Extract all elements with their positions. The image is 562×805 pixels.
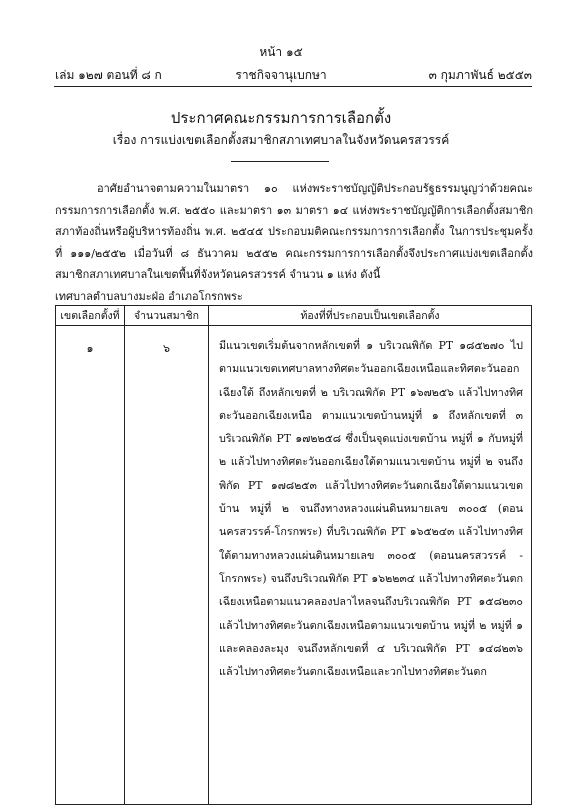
electoral-district-table xyxy=(55,305,532,805)
page-number: หน้า ๑๕ xyxy=(259,45,303,59)
body-paragraph: อาศัยอำนาจตามความในมาตรา ๑๐ แห่งพระราชบัญญัติประกอบรัฐธรรมนูญว่าด้วยคณะกรรมการการเลือกตั้ง พ.ศ. ๒๕๕๐ และมาตรา ๑๓ มาตรา ๑๔ แห่งพระราชบัญญัติการเลือกตั้งสมาชิกสภาท้องถิ่นหรือผู้บริหารท้องถิ่น พ.ศ. ๒๕๔๕ ประกอบมติคณะกรรมการการเลือกตั้ง ในการประชุมครั้งที่ ๑๑๑/๒๕๕๒ เมื่อวันที่ ๘ ธันวาคม ๒๕๕๒ คณะกรรมการการเลือกตั้งจึงประกาศแบ่งเขตเลือกตั้งสมาชิกสภาเทศบาลในเขตพื้นที่จังหวัดนครสวรรค์ จำนวน ๑ แห่ง ดังนี้ xyxy=(55,182,533,281)
volume-issue: เล่ม ๑๒๗ ตอนที่ ๘ ก xyxy=(55,68,162,82)
column-header-district: เขตเลือกตั้งที่ xyxy=(56,306,125,326)
municipality-location: เทศบาลตำบลบางมะฝ่อ อำเภอโกรกพระ xyxy=(55,290,243,303)
district-number-cell: ๑ xyxy=(56,326,125,805)
table-header-row xyxy=(56,306,532,326)
member-count-cell: ๖ xyxy=(125,326,209,805)
gazette-name: ราชกิจจานุเบกษา xyxy=(235,68,327,82)
table-row xyxy=(56,326,532,805)
column-header-members: จำนวนสมาชิก xyxy=(125,306,209,326)
document-title: ประกาศคณะกรรมการการเลือกตั้ง xyxy=(170,109,392,127)
column-header-area: ท้องที่ที่ประกอบเป็นเขตเลือกตั้ง xyxy=(209,306,532,326)
boundary-description-cell: มีแนวเขตเริ่มต้นจากหลักเขตที่ ๑ บริเวณพิกัด PT ๑๘๕๒๗๐ ไปตามแนวเขตเทศบาลทางทิศตะวันออกเฉียงเหนือและทิศตะวันออกเฉียงใต้ ถึงหลักเขตที่ ๒ บริเวณพิกัด PT ๑๖๗๒๕๖ แล้วไปทางทิศตะวันออกเฉียงเหนือ ตามแนวเขตบ้านหมู่ที่ ๑ ถึงหลักเขตที่ ๓ บริเวณพิกัด PT ๑๗๒๒๕๘ ซึ่งเป็นจุดแบ่งเขตบ้าน หมู่ที่ ๑ กับหมู่ที่ ๒ แล้วไปทางทิศตะวันออกเฉียงใต้ตามแนวเขตบ้าน หมู่ที่ ๒ จนถึงพิกัด PT ๑๗๘๒๕๓ แล้วไปทางทิศตะวันตกเฉียงใต้ตามแนวเขตบ้าน หมู่ที่ ๒ จนถึงทางหลวงแผ่นดินหมายเลข ๓๐๐๕ (ตอนนครสวรรค์-โกรกพระ) ที่บริเวณพิกัด PT ๑๖๕๒๔๓ แล้วไปทางทิศใต้ตามทางหลวงแผ่นดินหมายเลข ๓๐๐๕ (ตอนนครสวรรค์ - โกรกพระ) จนถึงบริเวณพิกัด PT ๑๖๒๒๓๔ แล้วไปทางทิศตะวันตกเฉียงเหนือตามแนวคลองปลาไหลจนถึงบริเวณพิกัด PT ๑๕๘๒๓๐ แล้วไปทางทิศตะวันตกเฉียงเหนือตามแนวเขตบ้าน หมู่ที่ ๒ หมู่ที่ ๑ และคลองละมุง จนถึงหลักเขตที่ ๔ บริเวณพิกัด PT ๑๔๘๒๓๖ แล้วไปทางทิศตะวันตกเฉียงเหนือและวกไปทางทิศตะวันตก xyxy=(209,326,532,805)
title-divider xyxy=(231,161,329,162)
header-rule xyxy=(54,86,532,87)
publication-date: ๓ กุมภาพันธ์ ๒๕๕๓ xyxy=(428,68,532,82)
document-subject: เรื่อง การแบ่งเขตเลือกตั้งสมาชิกสภาเทศบาลในจังหวัดนครสวรรค์ xyxy=(112,133,450,147)
